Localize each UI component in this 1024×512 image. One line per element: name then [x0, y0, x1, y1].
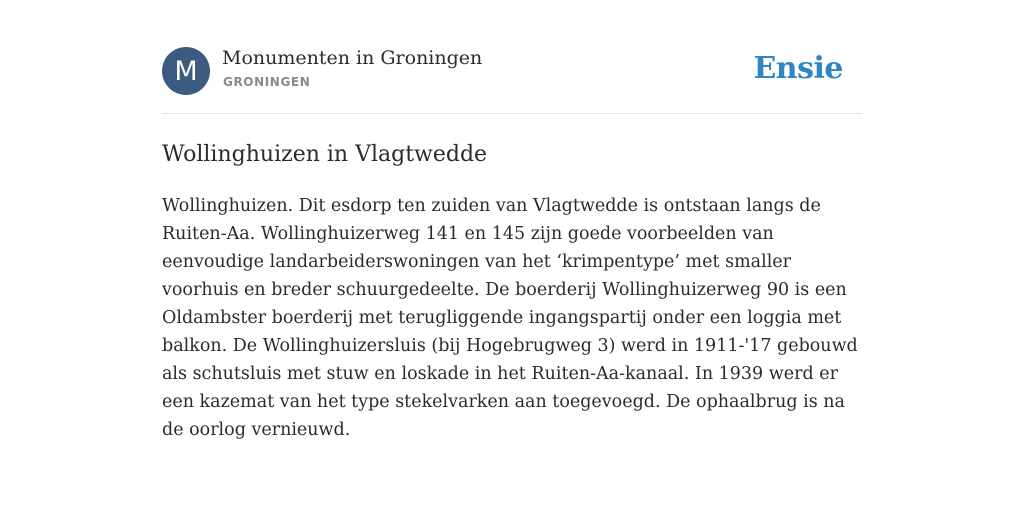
source-title[interactable]: Monumenten in Groningen: [222, 47, 483, 69]
avatar[interactable]: [162, 47, 210, 95]
article-title: Wollinghuizen in Vlagtwedde: [162, 142, 488, 167]
avatar-letter: M: [174, 55, 198, 87]
brand-logo[interactable]: Ensie: [753, 51, 843, 86]
article-body: Wollinghuizen. Dit esdorp ten zuiden van Vlagtwedde is ontstaan langs de Ruiten-Aa. Wollinghuizerweg 141 en 145 zijn goede voorbeelden van eenvoudige landarbeiderswoningen van het ‘krimpentype’ met smaller voorhuis en breder schuurgedeelte. De boerderij Wollinghuizerweg 90 is een Oldambster boerderij met terugliggende ingangspartij onder een loggia met balkon. De Wollinghuizersluis (bij Hogebrugweg 3) werd in 1911-'17 gebouwd als schutsluis met stuw en loskade in het Ruiten-Aa-kanaal. In 1939 werd er een kazemat van het type stekelvarken aan toegevoegd. De ophaalbrug is na de oorlog vernieuwd.: [162, 196, 858, 440]
card-header: [162, 46, 862, 114]
source-subtitle[interactable]: GRONINGEN: [223, 75, 311, 89]
article-card: [162, 46, 862, 444]
